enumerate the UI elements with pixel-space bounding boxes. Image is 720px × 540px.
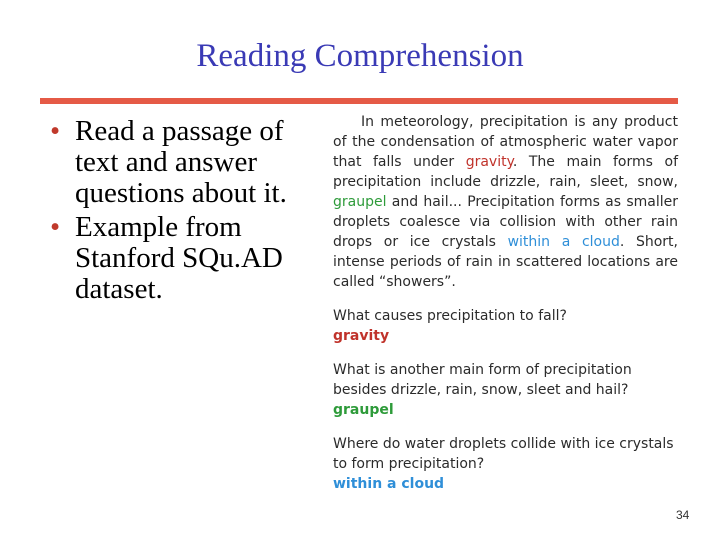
squad-example-figure [333,112,678,508]
title-divider [40,98,678,104]
answer-text: within a cloud [333,476,445,492]
question-text: What is another main form of precipitation besides drizzle, rain, snow, sleet and hail? [333,362,632,398]
answer-text: graupel [333,402,394,418]
passage-part: . The main forms of precipitation include drizzle, rain, sleet, snow, [333,154,678,190]
bullet-text: Example from Stanford SQu.AD dataset. [75,211,283,305]
qa-pair [333,306,678,346]
qa-pair [333,360,678,420]
answer-text: gravity [333,328,390,344]
bullet-dot: • [50,211,61,243]
qa-pair [333,434,678,494]
bullet-dot: • [50,115,61,147]
slide-title: Reading Comprehension [196,38,524,74]
answer-highlight-within-a-cloud: within a cloud [507,234,620,250]
passage-part: and hail... Precipitation forms as smaller droplets coalesce via collision with other rain drops or ice crystals [333,194,678,250]
bullet-text: Read a passage of text and answer questions about it. [75,115,287,209]
question-text: Where do water droplets collide with ice crystals to form precipitation? [333,436,674,472]
bullet-list [50,116,320,308]
passage-part: In meteorology, precipitation is any product of the condensation of atmospheric water vapor that falls under [333,114,678,170]
answer-highlight-gravity: gravity [465,154,513,170]
bullet-item [50,212,320,305]
bullet-item [50,116,320,209]
passage-text [333,112,678,292]
question-text: What causes precipitation to fall? [333,308,567,324]
answer-highlight-graupel: graupel [333,194,387,210]
passage-part: . Short, intense periods of rain in scattered locations are called “showers”. [333,234,678,290]
page-number: 34 [676,508,690,522]
